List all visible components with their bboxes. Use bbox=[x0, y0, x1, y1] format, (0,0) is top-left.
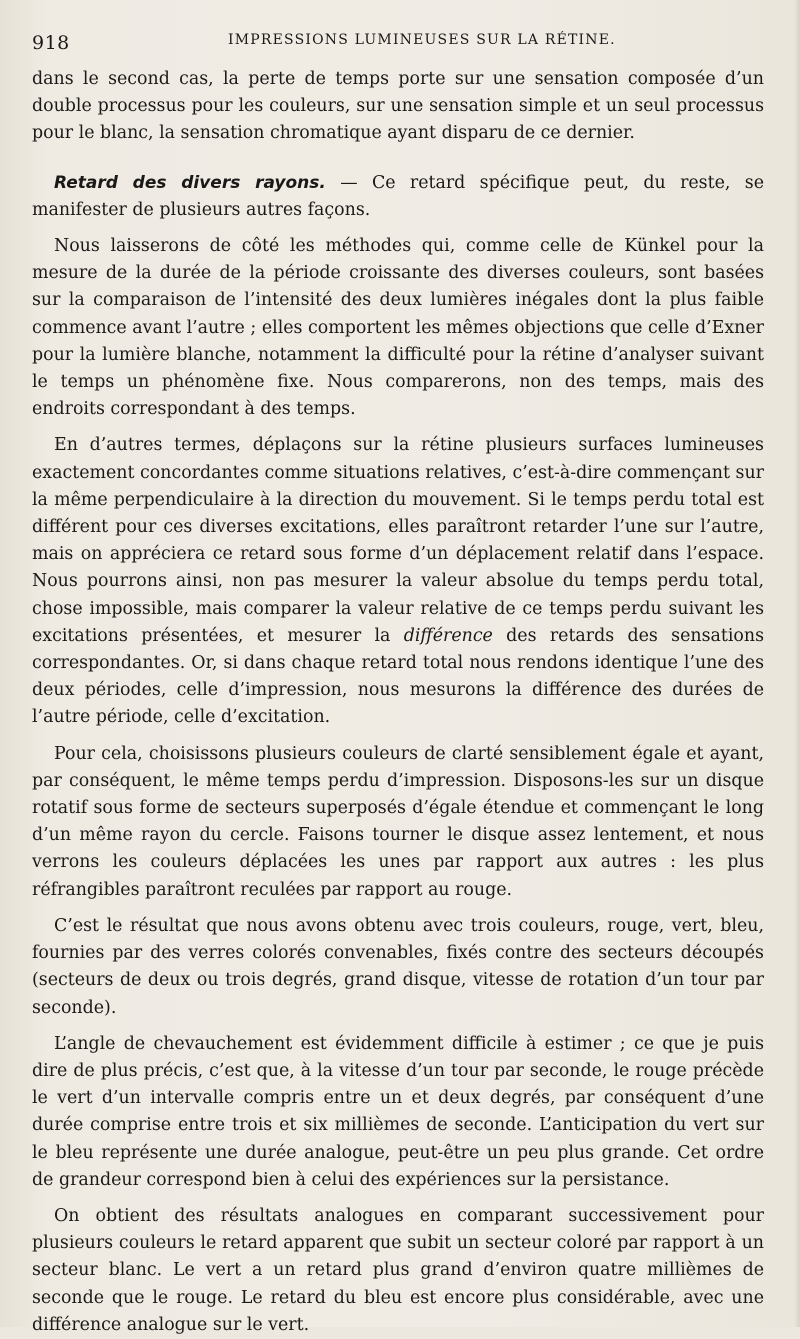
paragraph-result: C’est le résultat que nous avons obtenu avec trois couleurs, rouge, vert, bleu, fournies par des verres colorés convenables, fixés contre des secteurs découpés (secteurs de deux ou trois degrés, grand disque, vitesse de rotation d’un tour par seconde). bbox=[32, 915, 764, 1018]
paragraph-methods: Nous laisserons de côté les méthodes qui, comme celle de Künkel pour la mesure de la durée de la période croissante des diverses couleurs, sont basées sur la comparaison de l’intensité des deux lumières inégales dont la plus faible commence avant l’autre ; elles comportent les mêmes objections que celle d’Exner pour la lumière blanche, notamment la difficulté pour la rétine d’analyser suivant le temps un phénomène fixe. Nous comparerons, non des temps, mais des endroits correspondant à des temps. bbox=[32, 236, 764, 420]
paragraph-displacement-text-a: En d’autres termes, déplaçons sur la rétine plusieurs surfaces lumineuses exactement concordantes comme situations relatives, c’est-à-dire commençant sur la même perpendiculaire à la direction du mouvement. Si le temps perdu total est différent pour ces diverses excitations, elles paraîtront retarder l’une sur l’autre, mais on appréciera ce retard sous forme d’un déplacement relatif dans l’espace. Nous pourrons ainsi, non pas mesurer la valeur absolue du temps perdu total, chose impossible, mais comparer la valeur relative de ce temps perdu suivant les excitations présentées, et mesurer la bbox=[32, 435, 764, 646]
section-intro-text: — Ce retard spécifique peut, du reste, se manifester de plusieurs autres façons. bbox=[32, 172, 764, 220]
paragraph-section-intro bbox=[32, 170, 764, 224]
body-text bbox=[32, 66, 764, 1339]
paragraph-angle: L’angle de chevauchement est évidemment difficile à estimer ; ce que je puis dire de plus précis, c’est que, à la vitesse d’un tour par seconde, le rouge précède le vert d’un intervalle compris entre un et deux degrés, par conséquent d’une durée comprise entre trois et six millièmes de seconde. L’anticipation du vert sur le bleu représente une durée analogue, peut-être un peu plus grande. Cet ordre de grandeur correspond bien à celui des expériences sur la persistance. bbox=[32, 1033, 764, 1190]
paragraph-displacement bbox=[32, 432, 764, 731]
paragraph-white-sector: On obtient des résultats analogues en comparant successivement pour plusieurs couleurs le retard apparent que subit un secteur coloré par rapport à un secteur blanc. Le vert a un retard plus grand d’environ quatre millièmes de seconde que le rouge. Le retard du bleu est encore plus considérable, avec une différence analogue sur le vert. bbox=[32, 1205, 764, 1335]
paragraph-displacement-text-b: des retards des sensations correspondantes. Or, si dans chaque retard total nous rendons identique l’une des deux périodes, celle d’impression, nous mesurons la différence des durées de l’autre période, celle d’excitation. bbox=[32, 625, 765, 728]
paragraph-continuation: dans le second cas, la perte de temps porte sur une sensation composée d’un double processus pour les couleurs, sur une sensation simple et un seul processus pour le blanc, la sensation chromatique ayant disparu de ce dernier. bbox=[32, 69, 764, 144]
page-edge-shadow bbox=[794, 0, 800, 1327]
running-title: IMPRESSIONS LUMINEUSES SUR LA RÉTINE. bbox=[228, 32, 616, 48]
italic-term: différence bbox=[403, 625, 493, 646]
section-heading: Retard des divers rayons. bbox=[54, 172, 326, 193]
paragraph-rotating-disc: Pour cela, choisissons plusieurs couleurs de clarté sensiblement égale et ayant, par conséquent, le même temps perdu d’impression. Disposons-les sur un disque rotatif sous forme de secteurs superposés d’égale étendue et commençant le long d’un même rayon du cercle. Faisons tourner le disque assez lentement, et nous verrons les couleurs déplacées les unes par rapport aux autres : les plus réfrangibles paraîtront reculées par rapport au rouge. bbox=[32, 743, 764, 900]
running-header bbox=[32, 30, 762, 54]
page-number: 918 bbox=[32, 32, 70, 54]
